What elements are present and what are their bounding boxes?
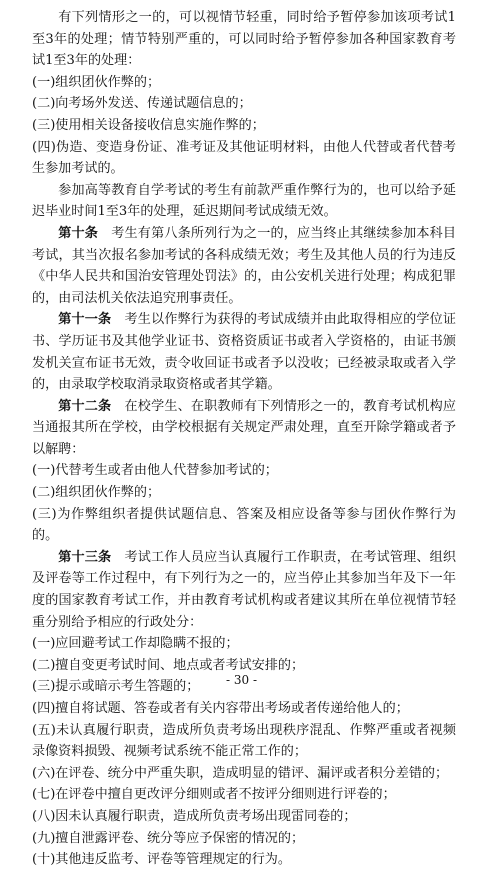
body-paragraph — [32, 180, 456, 223]
paragraph-text: (三)为作弊组织者提供试题信息、答案及相应设备等参与团伙作弊行为的。 — [32, 506, 456, 544]
paragraph-text: (二)向考场外发送、传递试题信息的； — [32, 96, 252, 112]
paragraph-text: (二)组织团伙作弊的； — [32, 485, 161, 501]
article-paragraph — [32, 223, 456, 309]
list-item — [32, 137, 456, 180]
paragraph-text: (一)组织团伙作弊的； — [32, 74, 161, 90]
paragraph-text: (三)提示或暗示考生答题的； — [32, 679, 200, 695]
list-item — [32, 849, 456, 871]
paragraph-text: 有下列情形之一的，可以视情节轻重，同时给予暂停参加该项考试1至3年的处理；情节特别严重的，可以同时给予暂停参加各种国家教育考试1至3年的处理： — [32, 10, 456, 69]
article-heading: 第十一条 — [58, 312, 112, 328]
paragraph-text: 参加高等教育自学考试的考生有前款严重作弊行为的，也可以给予延迟毕业时间1至3年的处理，延迟期间考试成绩无效。 — [32, 182, 456, 220]
list-item — [32, 460, 456, 482]
article-heading: 第十二条 — [58, 398, 112, 414]
list-item — [32, 115, 456, 137]
paragraph-text: (五)未认真履行职责，造成所负责考场出现秩序混乱、作弊严重或者视频录像资料损毁、视频考试系统不能正常工作的； — [32, 722, 456, 760]
paragraph-text: (二)擅自变更考试时间、地点或者考试安排的； — [32, 657, 305, 673]
list-item — [32, 806, 456, 828]
paragraph-text: (一)代替考生或者由他人代替参加考试的； — [32, 463, 278, 479]
paragraph-text: (三)使用相关设备接收信息实施作弊的； — [32, 117, 265, 133]
paragraph-text: (四)伪造、变造身份证、准考证及其他证明材料，由他人代替或者代替考生参加考试的。 — [32, 139, 456, 177]
page-number: - 30 - — [225, 673, 257, 687]
list-item — [32, 828, 456, 850]
list-item — [32, 504, 456, 547]
list-item — [32, 72, 456, 94]
paragraph-text: 考生以作弊行为获得的考试成绩并由此取得相应的学位证书、学历证书及其他学业证书、资格资质证书或者入学资格的，由证书颁发机关宣布证书无效，责令收回证书或者予以没收；已经被录取或者入学的，由录取学校取消录取资格或者其学籍。 — [32, 312, 457, 393]
paragraph-text: (七)在评卷中擅自更改评分细则或者不按评分细则进行评卷的； — [32, 787, 396, 803]
paragraph-text: (八)因未认真履行职责，造成所负责考场出现雷同卷的； — [32, 808, 357, 824]
list-item — [32, 784, 456, 806]
article-paragraph — [32, 547, 456, 633]
article-paragraph — [32, 309, 456, 395]
list-item — [32, 93, 456, 115]
paragraph-text: (四)擅自将试题、答卷或者有关内容带出考场或者传递给他人的； — [32, 701, 409, 716]
paragraph-text: (一)应回避考试工作却隐瞒不报的； — [32, 636, 239, 652]
article-heading: 第十条 — [58, 225, 98, 241]
body-paragraph — [32, 7, 456, 72]
list-item — [32, 698, 456, 720]
paragraph-text: 考生有第八条所列行为之一的，应当终止其继续参加本科目考试，其当次报名参加考试的各科成绩无效；考生及其他人员的行为违反《中华人民共和国治安管理处罚法》的，由公安机关进行处理；构成犯罪的，由司法机关依法追究刑事责任。 — [32, 225, 457, 306]
paragraph-text: (十)其他违反监考、评卷等管理规定的行为。 — [32, 852, 291, 868]
paragraph-text: (九)擅自泄露评卷、统分等应予保密的情况的； — [32, 830, 305, 846]
list-item — [32, 482, 456, 504]
paragraph-text: 在校学生、在职教师有下列情形之一的，教育考试机构应当通报其所在学校，由学校根据有关规定严肃处理，直至开除学籍或者予以解聘： — [32, 398, 457, 457]
article-heading: 第十三条 — [58, 549, 112, 565]
list-item — [32, 763, 456, 785]
list-item — [32, 720, 456, 763]
document-body — [32, 7, 456, 871]
article-paragraph — [32, 396, 456, 461]
paragraph-text: 考试工作人员应当认真履行工作职责，在考试管理、组织及评卷等工作过程中，有下列行为之一的，应当停止其参加当年及下一年度的国家教育考试工作，并由教育考试机构或者建议其所在单位视情节轻重分别给予相应的行政处分： — [32, 549, 457, 630]
list-item — [32, 633, 456, 655]
paragraph-text: (六)在评卷、统分中严重失职，造成明显的错评、漏评或者积分差错的； — [32, 765, 449, 781]
